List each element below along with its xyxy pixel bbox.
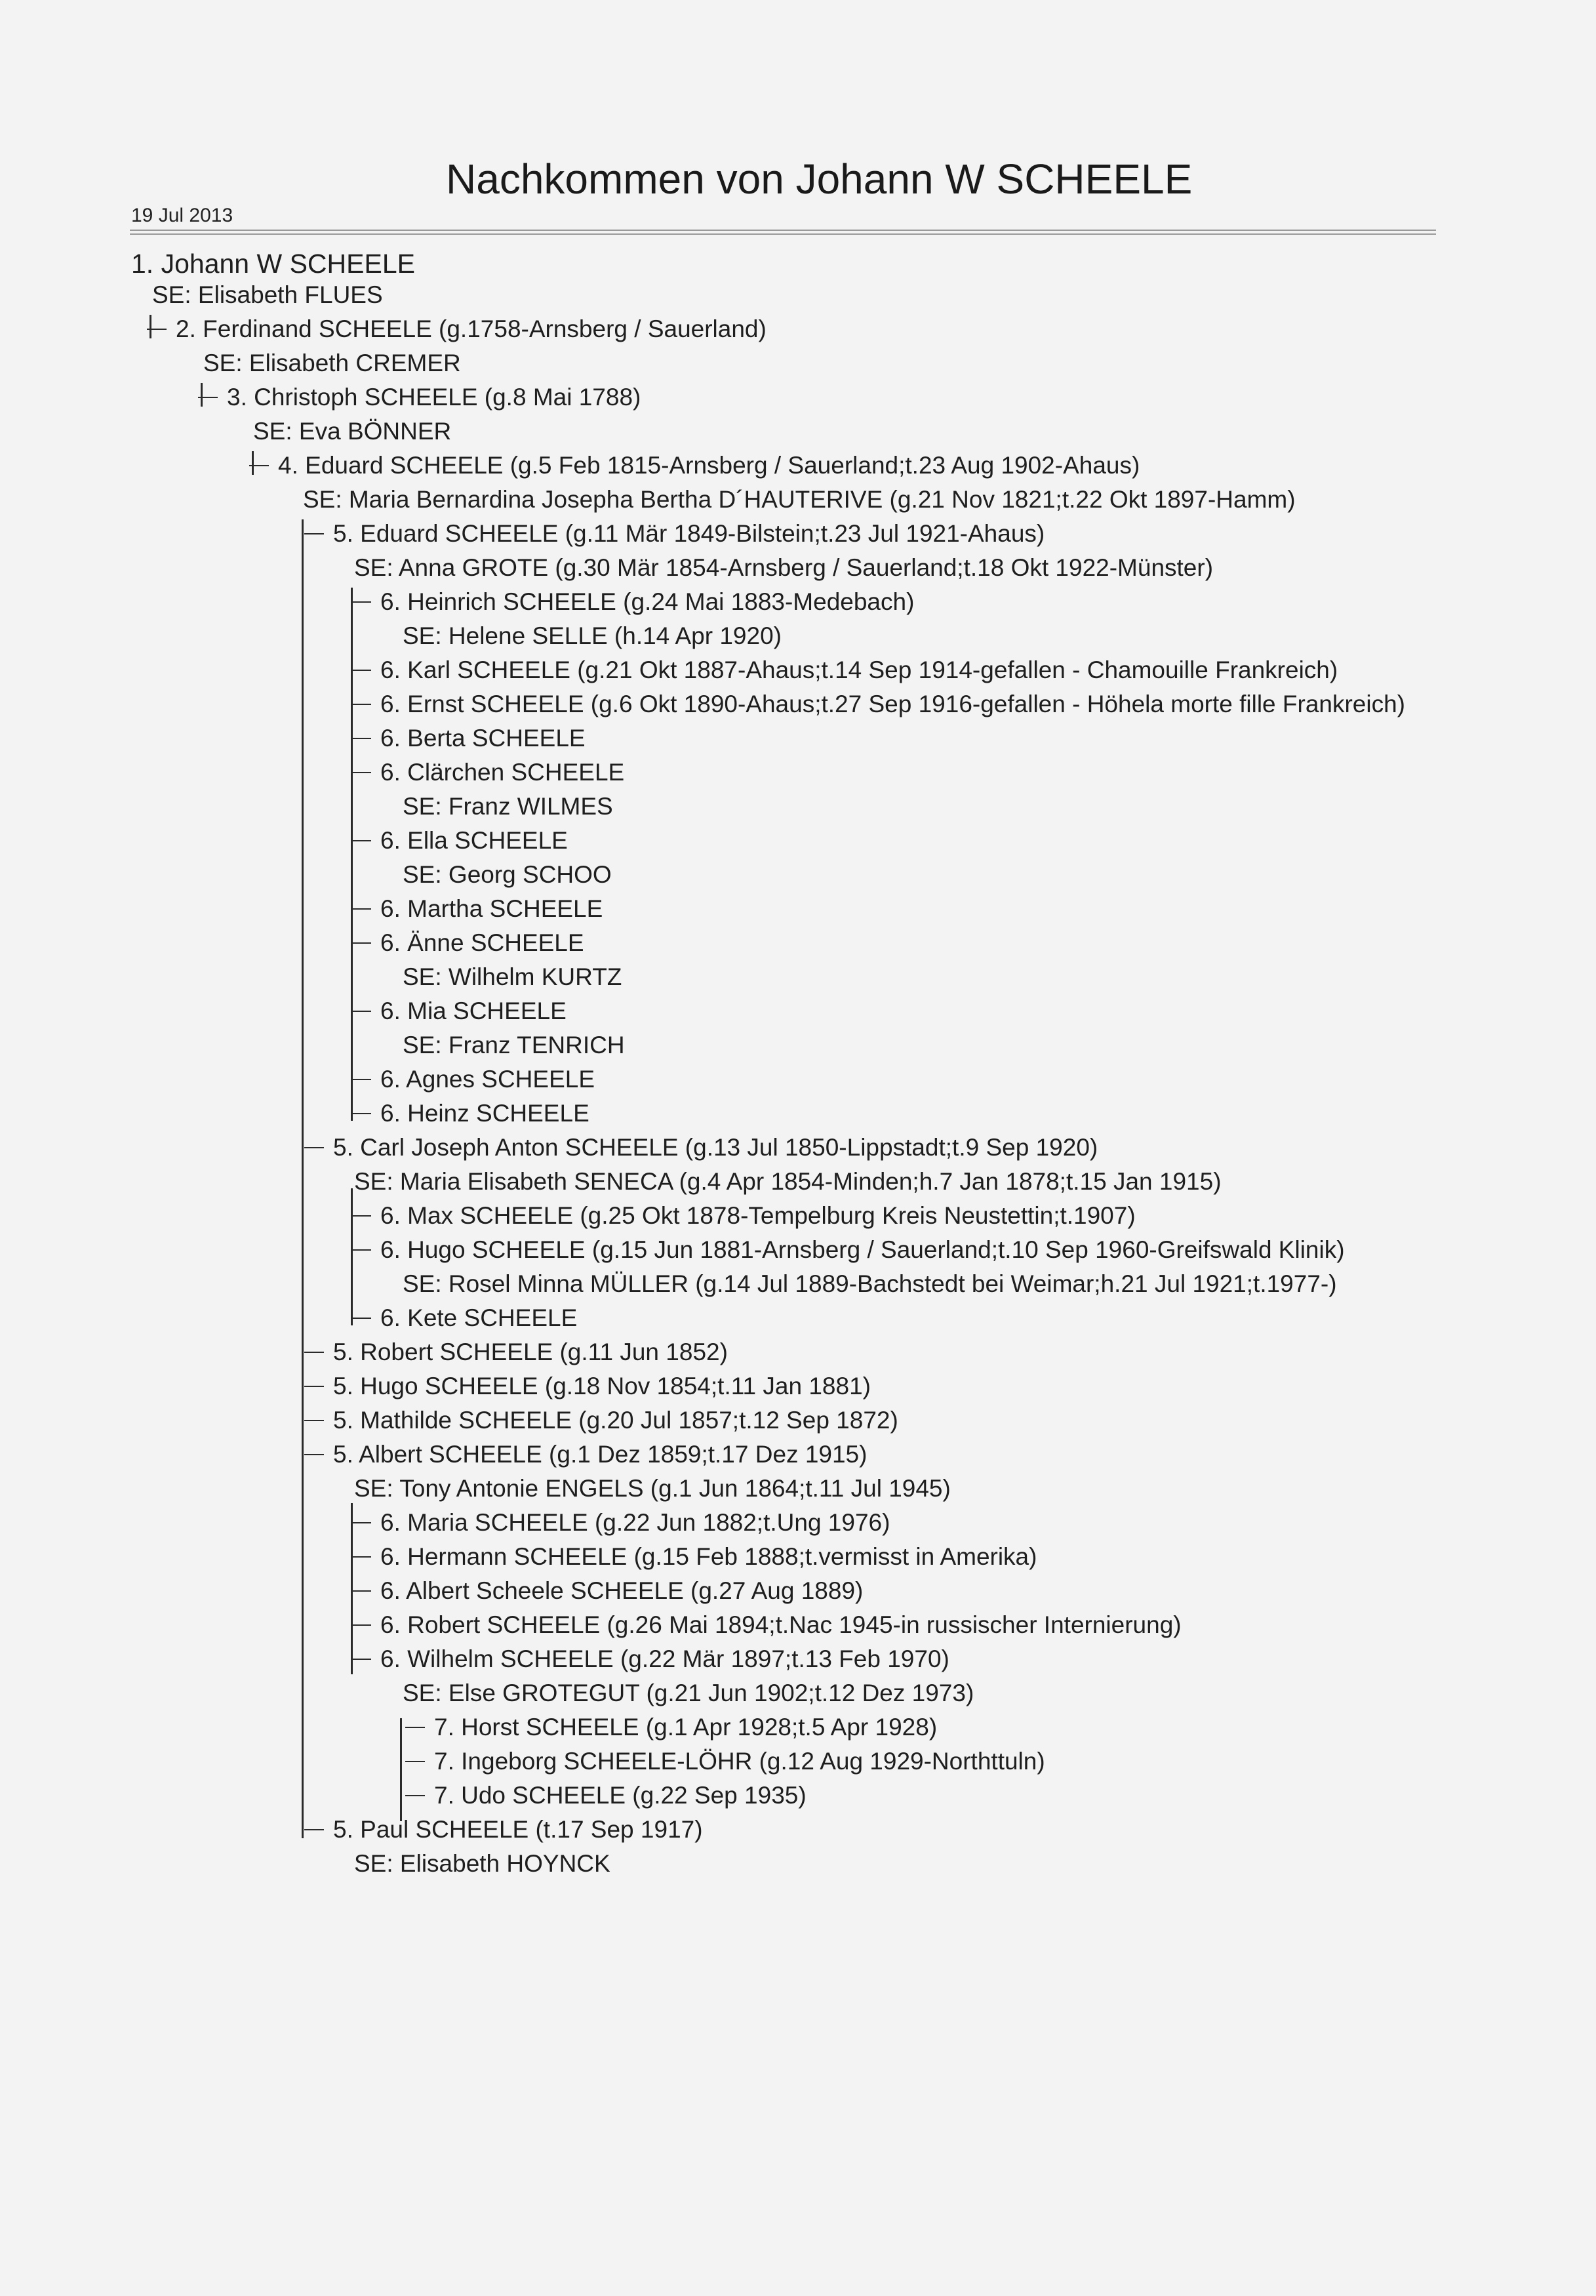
- tree-entry-child: 5. Robert SCHEELE (g.11 Jun 1852): [333, 1339, 728, 1365]
- tree-entry-spouse: SE: Wilhelm KURTZ: [403, 963, 622, 990]
- tree-entry-spouse: SE: Elisabeth FLUES: [152, 281, 383, 308]
- tree-entry-spouse: SE: Anna GROTE (g.30 Mär 1854-Arnsberg / Sauerland;t.18 Okt 1922-Münster): [354, 554, 1214, 581]
- tree-entry-child: 5. Paul SCHEELE (t.17 Sep 1917): [333, 1816, 703, 1843]
- tree-branch-tick: [249, 465, 269, 466]
- tree-entry-child: 3. Christoph SCHEELE (g.8 Mai 1788): [227, 384, 641, 411]
- tree-branch-tick: [147, 329, 167, 330]
- tree-entry-child: 6. Ernst SCHEELE (g.6 Okt 1890-Ahaus;t.27 Sep 1916-gefallen - Höhela morte fille Frankreich): [380, 691, 1405, 717]
- tree-entry-child: 6. Mia SCHEELE: [380, 997, 567, 1024]
- tree-branch-tick: [351, 601, 371, 603]
- tree-branch-tick: [405, 1761, 425, 1762]
- tree-branch-tick: [351, 1215, 371, 1217]
- tree-branch-tick: [351, 772, 371, 773]
- tree-entry-spouse: SE: Georg SCHOO: [403, 861, 612, 888]
- tree-entry-spouse: SE: Rosel Minna MÜLLER (g.14 Jul 1889-Bachstedt bei Weimar;h.21 Jul 1921;t.1977-): [403, 1270, 1337, 1297]
- tree-entry-child: 6. Hugo SCHEELE (g.15 Jun 1881-Arnsberg / Sauerland;t.10 Sep 1960-Greifswald Klinik): [380, 1236, 1345, 1263]
- tree-entry-spouse: SE: Franz TENRICH: [403, 1032, 625, 1058]
- tree-entry-child: 6. Clärchen SCHEELE: [380, 759, 625, 786]
- tree-branch-tick: [198, 397, 218, 398]
- tree-branch-tick: [351, 1522, 371, 1523]
- tree-branch-tick: [351, 670, 371, 671]
- tree-entry-spouse: SE: Helene SELLE (h.14 Apr 1920): [403, 622, 782, 649]
- tree-branch-tick: [304, 1420, 324, 1421]
- tree-entry-root: 1. Johann W SCHEELE: [131, 249, 415, 279]
- tree-entry-child: 7. Udo SCHEELE (g.22 Sep 1935): [434, 1782, 807, 1809]
- tree-connector-gen2: [150, 315, 151, 338]
- tree-entry-child: 6. Karl SCHEELE (g.21 Okt 1887-Ahaus;t.14 Sep 1914-gefallen - Chamouille Frankreich): [380, 656, 1338, 683]
- tree-entry-child: 5. Hugo SCHEELE (g.18 Nov 1854;t.11 Jan 1881): [333, 1373, 871, 1400]
- report-date: 19 Jul 2013: [131, 205, 233, 226]
- tree-entry-child: 6. Hermann SCHEELE (g.15 Feb 1888;t.vermisst in Amerika): [380, 1543, 1037, 1570]
- tree-entry-child: 2. Ferdinand SCHEELE (g.1758-Arnsberg / Sauerland): [176, 315, 767, 342]
- tree-branch-tick: [351, 1079, 371, 1080]
- tree-entry-spouse: SE: Eva BÖNNER: [253, 418, 452, 445]
- tree-branch-tick: [351, 1113, 371, 1114]
- tree-connector-gen3: [201, 383, 203, 407]
- tree-branch-tick: [351, 1556, 371, 1558]
- tree-branch-tick: [351, 1011, 371, 1012]
- tree-connector-gen4: [252, 451, 254, 475]
- tree-connector-gen6-carl: [351, 1188, 353, 1325]
- tree-branch-tick: [351, 908, 371, 910]
- tree-entry-child: 5. Albert SCHEELE (g.1 Dez 1859;t.17 Dez 1915): [333, 1441, 868, 1468]
- tree-branch-tick: [304, 1386, 324, 1387]
- tree-branch-tick: [351, 704, 371, 705]
- tree-branch-tick: [351, 942, 371, 944]
- tree-entry-child: 7. Ingeborg SCHEELE-LÖHR (g.12 Aug 1929-Northttuln): [434, 1748, 1045, 1775]
- tree-entry-spouse: SE: Maria Elisabeth SENECA (g.4 Apr 1854-Minden;h.7 Jan 1878;t.15 Jan 1915): [354, 1168, 1222, 1195]
- tree-branch-tick: [351, 1249, 371, 1251]
- tree-entry-spouse: SE: Maria Bernardina Josepha Bertha D´HAUTERIVE (g.21 Nov 1821;t.22 Okt 1897-Hamm): [303, 486, 1296, 513]
- tree-connector-gen6-eduard: [351, 588, 353, 1121]
- header-rule-secondary: [130, 233, 1436, 235]
- tree-entry-child: 7. Horst SCHEELE (g.1 Apr 1928;t.5 Apr 1928): [434, 1714, 938, 1741]
- tree-entry-child: 6. Agnes SCHEELE: [380, 1066, 595, 1093]
- tree-branch-tick: [405, 1795, 425, 1796]
- tree-branch-tick: [351, 1624, 371, 1626]
- tree-entry-child: 6. Maria SCHEELE (g.22 Jun 1882;t.Ung 1976): [380, 1509, 890, 1536]
- tree-entry-spouse: SE: Elisabeth CREMER: [203, 350, 461, 376]
- tree-connector-gen7: [400, 1718, 402, 1821]
- tree-connector-gen5: [302, 519, 304, 1838]
- tree-branch-tick: [304, 1829, 324, 1830]
- tree-branch-tick: [351, 1318, 371, 1319]
- tree-entry-spouse: SE: Franz WILMES: [403, 793, 613, 820]
- tree-branch-tick: [304, 533, 324, 534]
- tree-entry-child: 6. Max SCHEELE (g.25 Okt 1878-Tempelburg Kreis Neustettin;t.1907): [380, 1202, 1136, 1229]
- tree-branch-tick: [405, 1727, 425, 1728]
- tree-entry-child: 5. Carl Joseph Anton SCHEELE (g.13 Jul 1850-Lippstadt;t.9 Sep 1920): [333, 1134, 1098, 1161]
- tree-entry-child: 6. Albert Scheele SCHEELE (g.27 Aug 1889): [380, 1577, 864, 1604]
- tree-branch-tick: [351, 1659, 371, 1660]
- tree-branch-tick: [304, 1454, 324, 1455]
- tree-entry-child: 6. Änne SCHEELE: [380, 929, 584, 956]
- tree-entry-child: 5. Eduard SCHEELE (g.11 Mär 1849-Bilstein;t.23 Jul 1921-Ahaus): [333, 520, 1045, 547]
- tree-entry-child: 6. Heinz SCHEELE: [380, 1100, 589, 1127]
- tree-branch-tick: [304, 1147, 324, 1148]
- tree-connector-gen6-albert: [351, 1503, 353, 1674]
- tree-entry-spouse: SE: Tony Antonie ENGELS (g.1 Jun 1864;t.11 Jul 1945): [354, 1475, 951, 1502]
- tree-branch-tick: [351, 840, 371, 841]
- tree-entry-spouse: SE: Elisabeth HOYNCK: [354, 1850, 610, 1877]
- header-rule: [130, 230, 1436, 231]
- tree-branch-tick: [351, 738, 371, 739]
- tree-branch-tick: [304, 1352, 324, 1353]
- tree-entry-child: 5. Mathilde SCHEELE (g.20 Jul 1857;t.12 Sep 1872): [333, 1407, 898, 1434]
- tree-branch-tick: [351, 1590, 371, 1592]
- tree-entry-child: 6. Ella SCHEELE: [380, 827, 568, 854]
- tree-entry-child: 4. Eduard SCHEELE (g.5 Feb 1815-Arnsberg / Sauerland;t.23 Aug 1902-Ahaus): [278, 452, 1140, 479]
- tree-entry-child: 6. Kete SCHEELE: [380, 1304, 578, 1331]
- tree-entry-child: 6. Robert SCHEELE (g.26 Mai 1894;t.Nac 1945-in russischer Internierung): [380, 1611, 1182, 1638]
- page-title: Nachkommen von Johann W SCHEELE: [446, 155, 1193, 203]
- tree-entry-spouse: SE: Else GROTEGUT (g.21 Jun 1902;t.12 Dez 1973): [403, 1680, 974, 1706]
- tree-entry-child: 6. Berta SCHEELE: [380, 725, 586, 752]
- tree-entry-child: 6. Wilhelm SCHEELE (g.22 Mär 1897;t.13 Feb 1970): [380, 1645, 949, 1672]
- tree-entry-child: 6. Heinrich SCHEELE (g.24 Mai 1883-Medebach): [380, 588, 915, 615]
- tree-entry-child: 6. Martha SCHEELE: [380, 895, 603, 922]
